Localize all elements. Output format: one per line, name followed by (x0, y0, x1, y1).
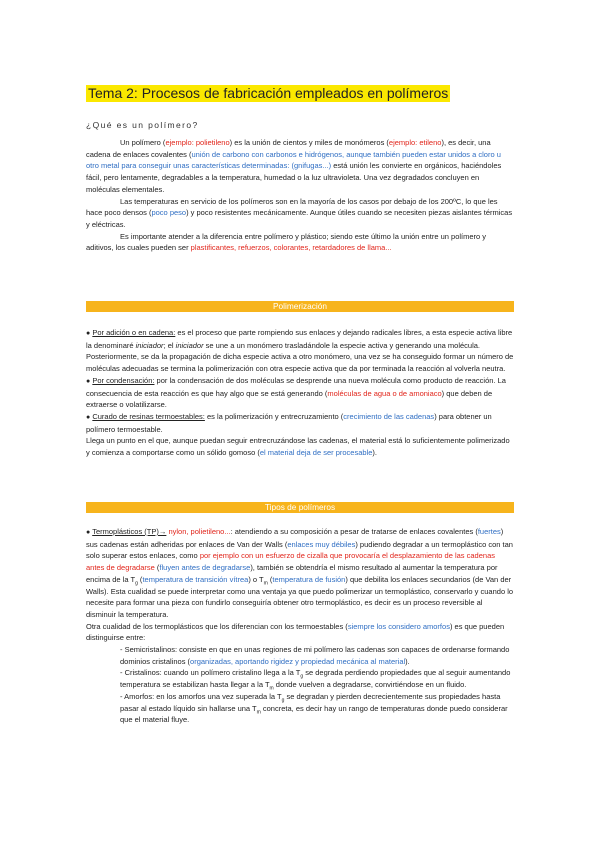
text-blue: temperatura de transición vítrea (142, 574, 249, 584)
item-semicristalinos (86, 644, 514, 667)
text-red: plastificantes, refuerzos, colorantes, retardadores de llama... (190, 243, 392, 253)
intro-paragraph-3 (86, 231, 514, 254)
text: ). (372, 448, 377, 458)
section-bar-tipos: Tipos de polímeros (86, 502, 514, 513)
bullet-icon: ● (86, 413, 91, 421)
intro-block (86, 137, 514, 254)
text-blue: crecimiento de las cadenas (343, 411, 435, 421)
text-blue: enlaces muy débiles (287, 539, 356, 549)
text: Otra cualidad de los termoplásticos que los diferencian con los termoestables ( (86, 621, 348, 631)
section-bar-polimerizacion: Polimerización (86, 301, 514, 312)
text: ( (137, 574, 143, 584)
polimerizacion-block (86, 327, 514, 459)
section-question: ¿Qué es un polímero? (86, 120, 199, 130)
subscript: g (300, 673, 304, 680)
item-cristalinos (86, 667, 514, 690)
text-blue: el material deja de ser procesable (259, 448, 373, 458)
text-blue: fluyen antes de degradarse (159, 563, 251, 573)
text: ( (267, 574, 273, 584)
bullet-label: Curado de resinas termoestables: (92, 411, 205, 421)
subscript: m (263, 580, 268, 587)
text-red: ejemplo: polietileno (165, 138, 230, 147)
text-red: nylon, polietileno... (166, 527, 231, 536)
bullet-label: Por condensación: (92, 375, 155, 385)
text-red: por ejemplo con un esfuerzo de cizalla que provocaría el desplazamiento de las cadenas antes de degradarse (86, 551, 495, 573)
bullet-icon: ● (86, 377, 91, 385)
text-blue: organizadas, aportando rigidez y propiedad mecánica al material (190, 656, 406, 666)
text: está unión les convierte en orgánicos, haciéndoles fácil, pero lentamente, degradables a la temperatura, humedad o la luz ultravioleta. Una vez degradados concluyen en moléculas elementales. (86, 161, 502, 194)
polimerizacion-paragraph (86, 435, 514, 458)
tipos-block (86, 526, 514, 726)
text: ) o T (248, 574, 264, 584)
text: ) que deben de extraerse o volatilizarse. (86, 388, 493, 410)
text: ), también se obtendría el mismo resultado al aumentar la temperatura por encima de la T (86, 563, 498, 584)
text: ( (154, 563, 160, 573)
text-blue: unión de carbono con carbonos e hidrógenos, aunque también pueden estar unidos a cloro u otro metal para conseguir unas características determinadas: (gnifugas...) (86, 149, 501, 171)
text: ) es que pueden distinguirse entre: (86, 621, 505, 643)
intro-paragraph-2 (86, 196, 514, 231)
text: Las temperaturas en servicio de los polímeros son en la mayoría de los casos por debajo de los 200ºC, lo que les hace poco densos ( (86, 196, 498, 218)
text-red: ejemplo: etileno (388, 138, 442, 147)
bullet-termoplasticos (86, 526, 514, 621)
text: - Semicristalinos: consiste en que en unas regiones de mi polímero las cadenas son capaces de ordenarse formando dominios cristalinos ( (120, 645, 510, 666)
text: es la polimerización y entrecruzamiento ( (204, 411, 344, 421)
subscript: g (281, 697, 285, 704)
bullet-condensacion (86, 375, 514, 411)
text: ). (405, 656, 410, 666)
text-blue: fuertes (477, 527, 501, 536)
text: : atendiendo a su composición a pesar de tratarse de enlaces covalentes ( (230, 527, 478, 536)
text-blue: poco peso (151, 208, 187, 218)
document-title: Tema 2: Procesos de fabricación empleados en polímeros (88, 85, 449, 101)
text: concreta, es decir hay un rango de temperaturas donde puedo considerar que el material fluye. (120, 703, 508, 725)
subscript: g (135, 580, 138, 587)
bullet-label: Termoplásticos (TP)→ (92, 527, 167, 536)
item-amorfos (86, 691, 514, 726)
text: se degrada perdiendo propiedades que al seguir aumentando temperatura se estabilizan hasta llegar a la T (120, 668, 511, 690)
intro-paragraph-1 (86, 137, 514, 196)
text: ) pudiendo degradar a un termoplástico con tan solo superar estos enlaces, como (86, 539, 513, 561)
bullet-curado (86, 411, 514, 435)
text-italic: iniciador (135, 340, 164, 350)
text: ) para obtener un polímero termoestable. (86, 411, 492, 434)
text: ), es decir, una cadena de enlaces covalentes ( (86, 138, 491, 159)
text: - Amorfos: en los amorfos una vez superada la T (120, 691, 282, 701)
text: Llega un punto en el que, aunque puedan seguir entrecruzándose las cadenas, el material está lo suficientemente polimerizado y comienza a comportarse como un sólido gomoso ( (86, 436, 510, 458)
text-blue: temperatura de fusión (272, 574, 346, 584)
bullet-icon: ● (86, 529, 91, 536)
text: ) sus cadenas están adheridas por enlaces de Van der Walls ( (86, 527, 504, 549)
bullet-adicion (86, 327, 514, 375)
text: Es importante atender a la diferencia entre polímero y plástico; siendo este último la unión entre un polímero y aditivos, los cuales pueden ser (86, 231, 487, 253)
text: donde vuelven a degradarse, convirtiéndose en un fluido. (273, 680, 467, 690)
text: ; el (163, 340, 176, 350)
tipos-paragraph (86, 621, 514, 644)
text-blue: siempre los considero amorfos (347, 621, 450, 631)
text: se une a un monómero trasladándole la especie activa y generando una molécula. Posteriormente, se da la propagación de dicha especie activa a otro monómero, una vez se ha conseguido formar un número de moléculas adecuadas se termina la polimerización con otra especie activa que da por terminada la reacción al volverla neutra. (86, 340, 514, 374)
text: ) y poco resistentes mecánicamente. Aunque útiles cuando se necesiten piezas aislantes térmicas y eléctricas. (86, 208, 513, 229)
text: ) es la unión de cientos y miles de monómeros ( (229, 138, 389, 147)
text: por la condensación de dos moléculas se desprende una nueva molécula como producto de reacción. La consecuencia de esta reacción es que hay algo que se está generando ( (86, 375, 506, 398)
subscript: m (256, 709, 261, 716)
text: es el proceso que parte rompiendo sus enlaces y dejando radicales libres, a esta especie activa libre la denominaré (86, 328, 513, 350)
text-red: moléculas de agua o de amoniaco (327, 388, 442, 398)
text-italic: iniciador (175, 340, 204, 350)
text: se degradan y pierden decrecientemente sus propiedades hasta pasar al estado líquido sin hallarse una T (120, 691, 501, 713)
bullet-label: Por adición o en cadena: (92, 328, 176, 337)
text: - Cristalinos: cuando un polímero cristalino llega a la T (120, 668, 301, 678)
subscript: m (269, 685, 274, 692)
bullet-icon: ● (86, 330, 91, 337)
text: ) que debilita los enlaces secundarios (de Van der Walls). Esta cualidad se puede interpretar como una ventaja ya que puedo polimerizar un termoplástico, conservarlo y cuando lo necesite para formar una pieza con fundirlo conseguiría obtener otro termoplástico, es decir es un proceso reversible al disminuir la temperatura. (86, 574, 514, 619)
text: Un polímero ( (120, 138, 166, 147)
